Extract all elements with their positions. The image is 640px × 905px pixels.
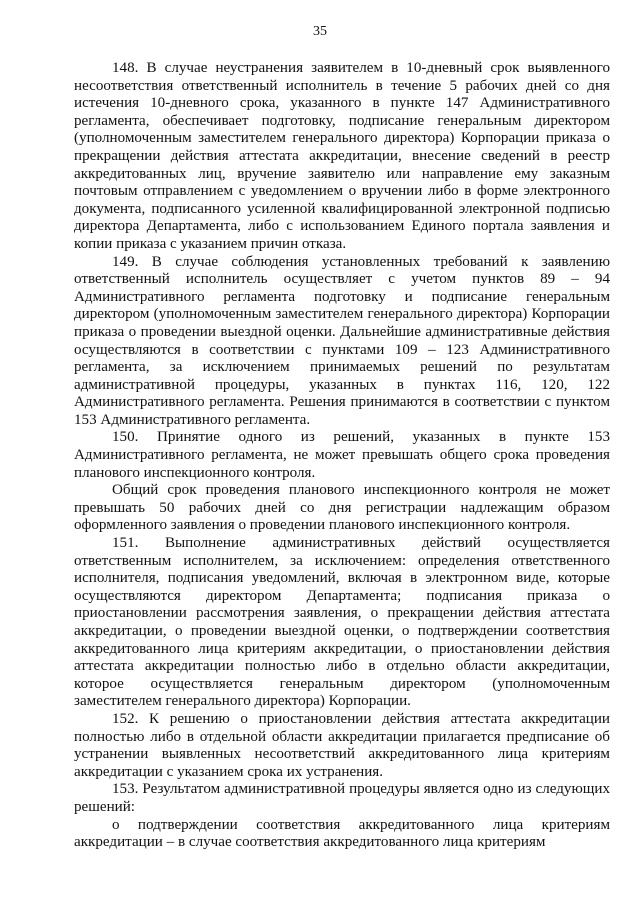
paragraph-151: 151. Выполнение административных действий осуществляется ответственным исполнителем, за исключением: определения ответственного исполнителя, подписания уведомлений, включая в электронном виде, которые осуществляются директором Департамента; подписания приказа о приостановлении рассмотрения заявления, о прекращении действия аттестата аккредитации, о проведении выездной оценки, о подтверждении соответствия аккредитованного лица критериям аккредитации, о приостановлении действия аттестата аккредитации полностью либо в отдельно области аккредитации, которое осуществляется генеральным директором (уполномоченным заместителем генерального директора) Корпорации.	[74, 535, 610, 710]
paragraph-148: 148. В случае неустранения заявителем в 10-дневный срок выявленного несоответствия ответственный исполнитель в течение 5 рабочих дней со дня истечения 10-дневного срока, указанного в пункте 147 Административного регламента, обеспечивает подготовку, подписание генеральным директором (уполномоченным заместителем генерального директора) Корпорации приказа о прекращении действия аттестата аккредитации, внесение сведений в реестр аккредитованных лиц, вручение заявителю или направление ему заказным почтовым отправлением с уведомлением о вручении либо в форме электронного документа, подписанного усиленной квалифицированной электронной подписью директора Департамента, либо с использованием Единого портала заявления и копии приказа с указанием причин отказа.	[74, 60, 610, 252]
page-number: 35	[313, 24, 327, 39]
document-body	[74, 60, 610, 852]
paragraph-153: 153. Результатом административной процедуры является одно из следующих решений:	[74, 781, 610, 815]
paragraph-150-term: Общий срок проведения планового инспекционного контроля не может превышать 50 рабочих дней со дня регистрации надлежащим образом оформленного заявления о проведении планового инспекционного контроля.	[74, 482, 610, 534]
paragraph-153-item: о подтверждении соответствия аккредитованного лица критериям аккредитации – в случае соответствия аккредитованного лица критериям	[74, 816, 610, 851]
paragraph-152: 152. К решению о приостановлении действия аттестата аккредитации полностью либо в отдельной области аккредитации прилагается предписание об устранении выявленных несоответствий аккредитованного лица критериям аккредитации с указанием срока их устранения.	[74, 710, 610, 780]
paragraph-149: 149. В случае соблюдения установленных требований к заявлению ответственный исполнитель осуществляет с учетом пунктов 89 – 94 Административного регламента подготовку и подписание генеральным директором (уполномоченным заместителем генерального директора) Корпорации приказа о проведении выездной оценки. Дальнейшие административные действия осуществляются в соответствии с пунктами 109 – 123 Административного регламента, за исключением принимаемых решений по результатам административной процедуры, указанных в пунктах 116, 120, 122 Административного регламента. Решения принимаются в соответствии с пунктом 153 Административного регламента.	[74, 253, 610, 428]
paragraph-150: 150. Принятие одного из решений, указанных в пункте 153 Административного регламента, не может превышать общего срока проведения планового инспекционного контроля.	[74, 429, 610, 481]
